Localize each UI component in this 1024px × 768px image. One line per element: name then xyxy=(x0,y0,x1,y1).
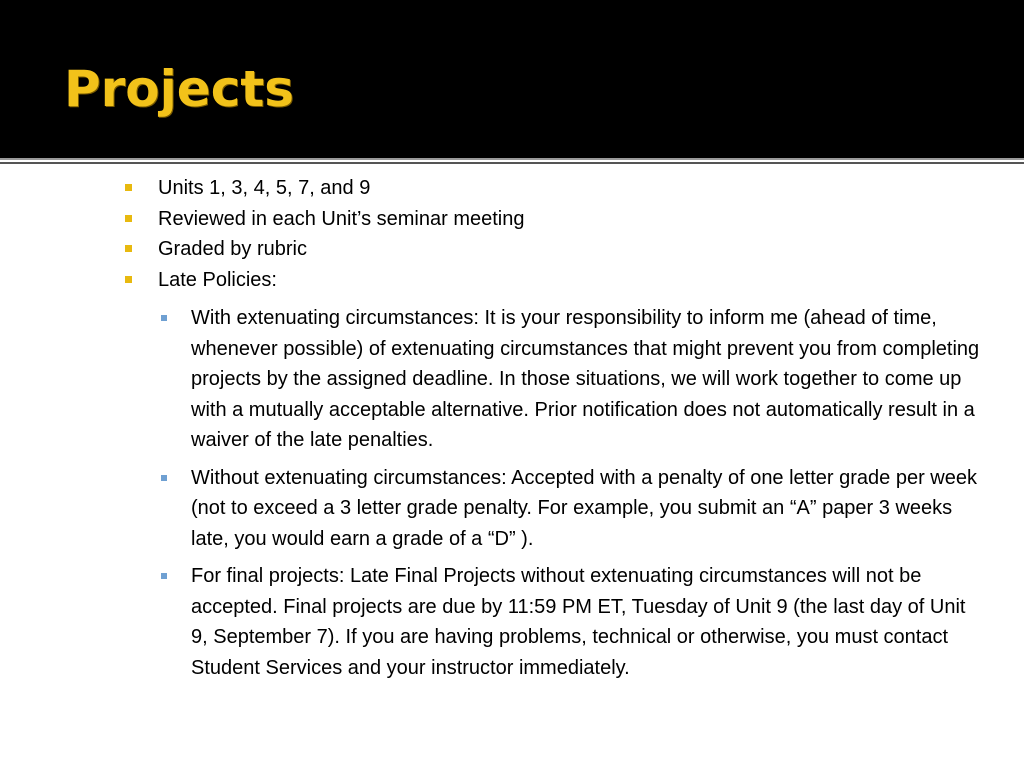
bullet-item xyxy=(124,204,1004,235)
bullet-text: Late Policies: xyxy=(158,268,277,291)
sub-bullet-text: With extenuating circumstances: It is your responsibility to inform me (ahead of time, whenever possible) of extenuating circumstances that might prevent you from completing projects by the assigned deadline. In those situations, we will work together to come up with a mutually acceptable alternative. Prior notification does not automatically result in a waiver of the late penalties. xyxy=(191,307,980,451)
slide-body xyxy=(124,173,1004,690)
title-divider-secondary xyxy=(0,162,1024,164)
title-divider xyxy=(0,158,1024,160)
sub-bullet-item xyxy=(124,303,986,456)
sub-bullet-item xyxy=(124,561,986,683)
sub-bullet-item xyxy=(124,463,986,555)
sub-bullet-list xyxy=(124,303,1004,683)
bullet-text: Units 1, 3, 4, 5, 7, and 9 xyxy=(158,177,371,199)
bullet-text: Reviewed in each Unit’s seminar meeting xyxy=(158,207,525,230)
square-sub-bullet-icon xyxy=(161,573,167,579)
square-bullet-icon xyxy=(125,245,132,252)
square-sub-bullet-icon xyxy=(161,475,167,481)
bullet-item xyxy=(124,265,1004,296)
square-bullet-icon xyxy=(125,276,132,283)
title-band xyxy=(0,0,1024,158)
square-sub-bullet-icon xyxy=(161,315,167,321)
bullet-text: Graded by rubric xyxy=(158,238,307,260)
slide-title: Projects xyxy=(64,60,295,118)
sub-bullet-text: Without extenuating circumstances: Accepted with a penalty of one letter grade per week (not to exceed a 3 letter grade penalty. For example, you submit an “A” paper 3 weeks late, you would earn a grade of a “D” ). xyxy=(191,466,977,550)
bullet-item xyxy=(124,173,1004,204)
bullet-item xyxy=(124,234,1004,265)
square-bullet-icon xyxy=(125,184,132,191)
sub-bullet-text: For final projects: Late Final Projects without extenuating circumstances will not be accepted. Final projects are due by 11:59 PM ET, Tuesday of Unit 9 (the last day of Unit 9, September 7). If you are having problems, technical or otherwise, you must contact Student Services and your instructor immediately. xyxy=(191,565,966,679)
square-bullet-icon xyxy=(125,215,132,222)
